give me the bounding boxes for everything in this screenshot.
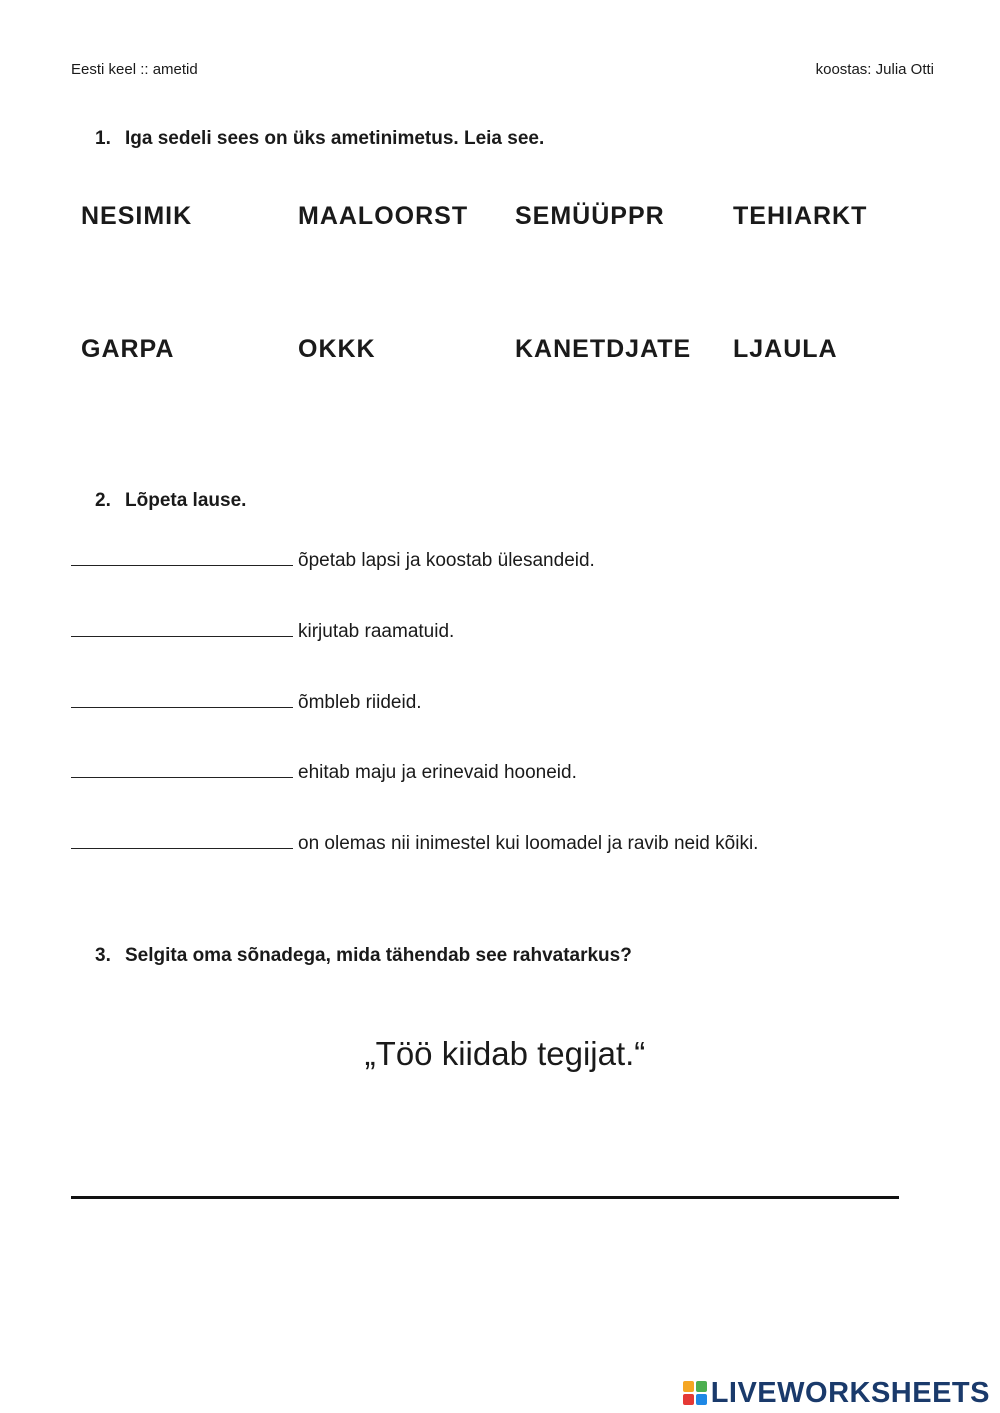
- sentence-text: õpetab lapsi ja koostab ülesandeid.: [298, 550, 595, 571]
- sentence-text: õmbleb riideid.: [298, 692, 422, 713]
- scrambled-word: OKKK: [298, 335, 376, 363]
- answer-blank[interactable]: [71, 618, 293, 637]
- question-1-number: 1.: [95, 128, 111, 149]
- scrambled-word: NESIMIK: [81, 202, 193, 230]
- scrambled-word: TEHIARKT: [733, 202, 868, 230]
- scrambled-word: KANETDJATE: [515, 335, 692, 363]
- logo-square: [696, 1381, 707, 1392]
- sentence-row: [71, 618, 454, 643]
- question-3-number: 3.: [95, 945, 111, 966]
- question-1-title: [95, 128, 544, 150]
- question-2-text: Lõpeta lause.: [125, 490, 247, 511]
- header-left: Eesti keel :: ametid: [71, 61, 198, 78]
- question-1-text: Iga sedeli sees on üks ametinimetus. Leia see.: [125, 128, 545, 149]
- question-3-title: [95, 945, 632, 967]
- answer-blank[interactable]: [71, 689, 293, 708]
- scrambled-word: LJAULA: [733, 335, 838, 363]
- scrambled-word: SEMÜÜPPR: [515, 202, 665, 230]
- answer-blank[interactable]: [71, 547, 293, 566]
- sentence-row: [71, 759, 577, 784]
- proverb-quote: „Töö kiidab tegijat.“: [364, 1035, 646, 1072]
- scrambled-word: MAALOORST: [298, 202, 469, 230]
- logo-square: [683, 1394, 694, 1405]
- liveworksheets-logo: [683, 1376, 990, 1410]
- sentence-row: [71, 689, 422, 714]
- answer-blank[interactable]: [71, 830, 293, 849]
- sentence-row: [71, 547, 595, 572]
- scrambled-word: GARPA: [81, 335, 175, 363]
- question-2-number: 2.: [95, 490, 111, 511]
- answer-blank[interactable]: [71, 759, 293, 778]
- sentence-row: [71, 830, 758, 855]
- question-2-title: [95, 490, 246, 512]
- answer-line[interactable]: [71, 1196, 899, 1199]
- sentence-text: ehitab maju ja erinevaid hooneid.: [298, 762, 577, 783]
- logo-mark-icon: [683, 1381, 707, 1405]
- header-right: koostas: Julia Otti: [815, 61, 934, 78]
- logo-square: [696, 1394, 707, 1405]
- logo-square: [683, 1381, 694, 1392]
- question-3-text: Selgita oma sõnadega, mida tähendab see rahvatarkus?: [125, 945, 632, 966]
- sentence-text: kirjutab raamatuid.: [298, 621, 455, 642]
- sentence-text: on olemas nii inimestel kui loomadel ja ravib neid kõiki.: [298, 833, 759, 854]
- logo-text: LIVEWORKSHEETS: [710, 1376, 990, 1409]
